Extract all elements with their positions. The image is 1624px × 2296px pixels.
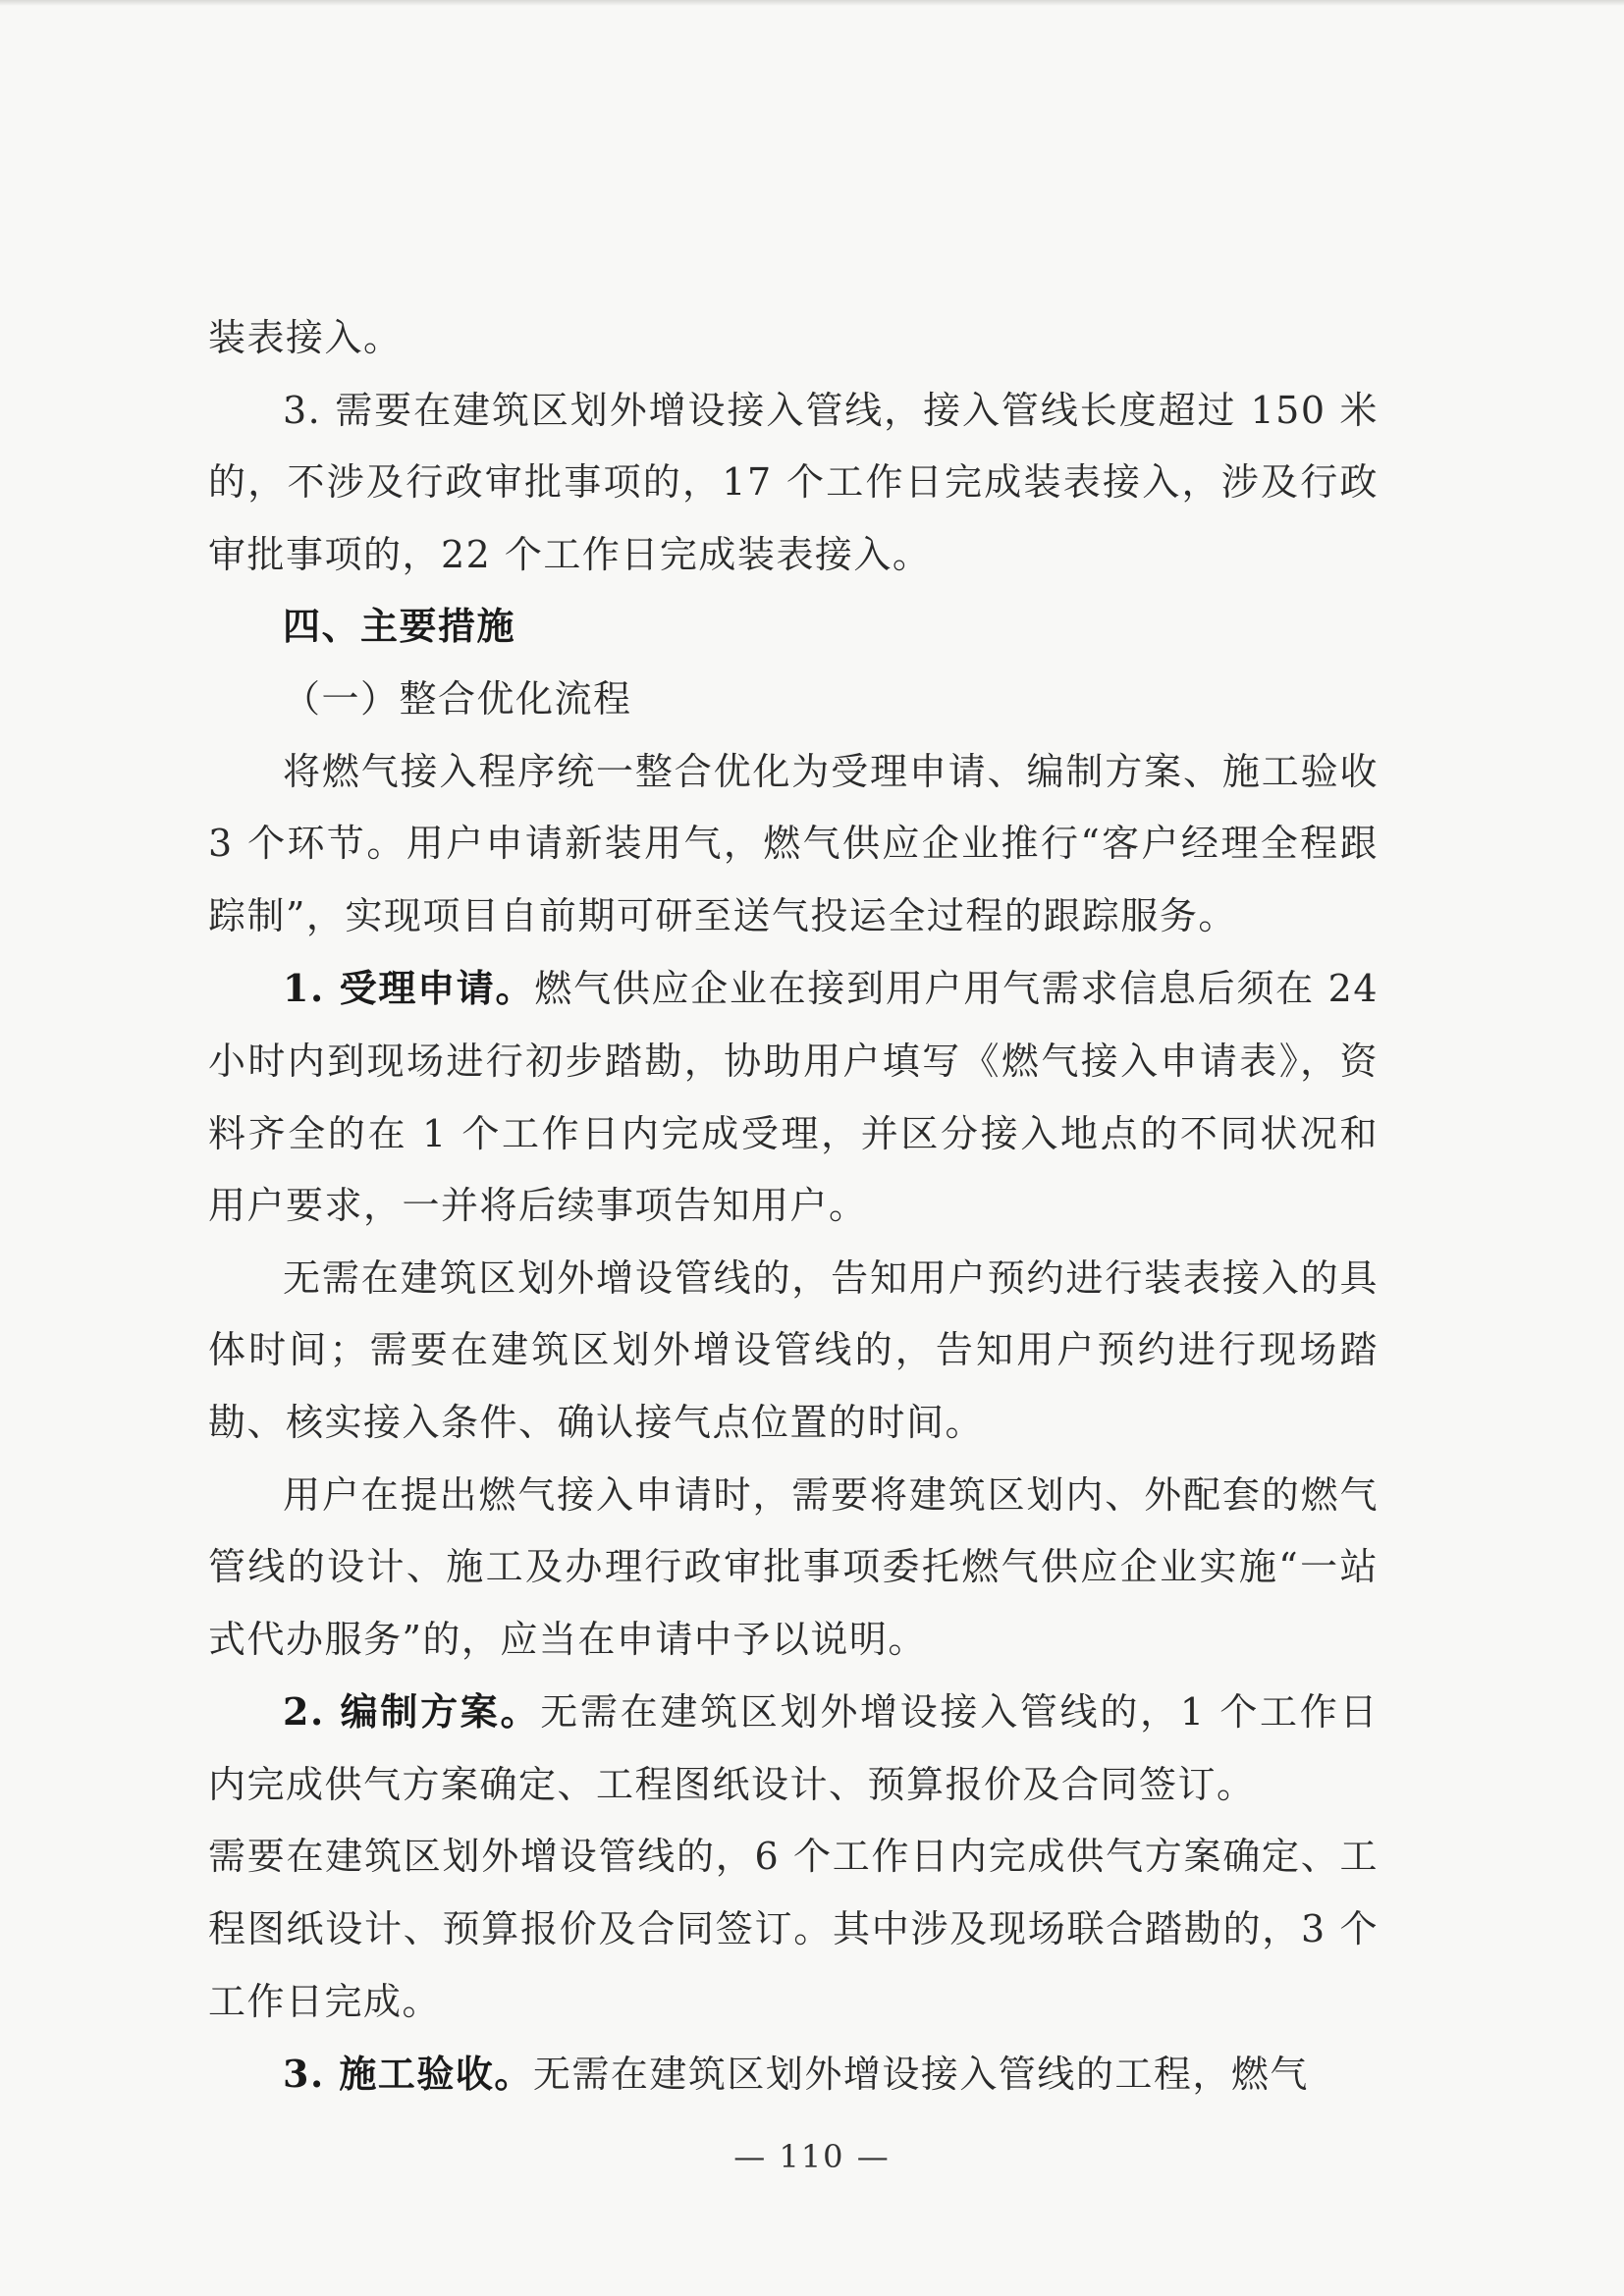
paragraph <box>208 736 1379 953</box>
paragraph <box>208 1243 1379 1460</box>
subsection-heading <box>208 664 1379 736</box>
paragraph <box>208 1460 1379 1677</box>
paragraph <box>208 375 1379 592</box>
paragraph <box>208 1821 1379 2038</box>
scan-top-edge <box>0 0 1624 6</box>
paragraph <box>208 952 1379 1242</box>
page-number: — 110 — <box>733 2138 891 2175</box>
paragraph-text: 燃气供应企业在接到用户用气需求信息后须在 24 小时内到现场进行初步踏勘，协助用户填写《燃气接入申请表》，资料齐全的在 1 个工作日内完成受理，并区分接入地点的不同状况和用户要求，一并将后续事项告知用户。 <box>208 967 1380 1228</box>
paragraph-lead: 3. 施工验收。 <box>283 2052 533 2097</box>
section-heading <box>208 591 1379 664</box>
paragraph-text: 无需在建筑区划外增设接入管线的，1 个工作日内完成供气方案确定、工程图纸设计、预算报价及合同签订。 <box>208 1690 1379 1806</box>
paragraph-text: 3. 需要在建筑区划外增设接入管线，接入管线长度超过 150 米的，不涉及行政审批事项的，17 个工作日完成装表接入，涉及行政审批事项的，22 个工作日完成装表接入。 <box>208 388 1379 576</box>
paragraph-text: 无需在建筑区划外增设接入管线的工程，燃气 <box>532 2053 1309 2097</box>
paragraph-text: 用户在提出燃气接入申请时，需要将建筑区划内、外配套的燃气管线的设计、施工及办理行政审批事项委托燃气供应企业实施“一站式代办服务”的，应当在申请中予以说明。 <box>208 1472 1379 1661</box>
paragraph <box>208 1676 1379 1821</box>
paragraph <box>208 302 1379 375</box>
paragraph-text: 装表接入。 <box>208 316 403 359</box>
paragraph-lead: 2. 编制方案。 <box>283 1689 541 1735</box>
paragraph-text: 将燃气接入程序统一整合优化为受理申请、编制方案、施工验收 3 个环节。用户申请新装用气，燃气供应企业推行“客户经理全程跟踪制”，实现项目自前期可研至送气投运全过程的跟踪服务。 <box>208 749 1379 937</box>
paragraph <box>208 2038 1379 2111</box>
section-heading-text: 四、主要措施 <box>283 605 516 649</box>
paragraph-text: 无需在建筑区划外增设管线的，告知用户预约进行装表接入的具体时间；需要在建筑区划外增设管线的，告知用户预约进行现场踏勘、核实接入条件、确认接气点位置的时间。 <box>208 1255 1379 1444</box>
subsection-heading-text: （一）整合优化流程 <box>283 676 632 721</box>
document-body <box>208 302 1379 2111</box>
paragraph-lead: 1. 受理申请。 <box>283 966 535 1011</box>
paragraph-text: 需要在建筑区划外增设管线的，6 个工作日内完成供气方案确定、工程图纸设计、预算报价及合同签订。其中涉及现场联合踏勘的，3 个工作日完成。 <box>208 1835 1379 2023</box>
